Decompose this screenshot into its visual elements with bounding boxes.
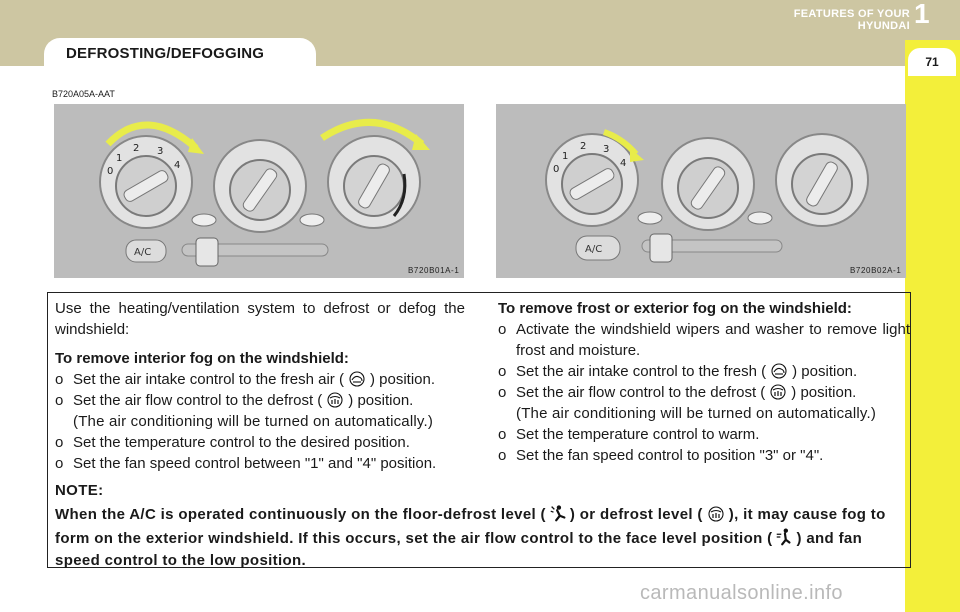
photo-code: B720B02A-1 xyxy=(850,266,902,275)
temperature-knob xyxy=(328,136,420,228)
chapter-number: 1 xyxy=(914,0,930,29)
fresh-air-icon xyxy=(346,371,368,387)
floor-defrost-icon xyxy=(548,502,568,524)
fan-number: 2 xyxy=(133,143,140,154)
fan-speed-knob xyxy=(546,134,638,226)
list-item: o Set the temperature control to the desired position. xyxy=(55,434,410,451)
fan-speed-knob xyxy=(100,136,192,228)
ac-label: A/C xyxy=(134,247,152,258)
fan-number: 3 xyxy=(157,146,164,157)
note-heading: NOTE: xyxy=(55,482,104,499)
fan-number: 1 xyxy=(116,153,123,164)
photo-code: B720B01A-1 xyxy=(408,266,460,275)
list-item: o Set the air flow control to the defrost ( ) position. (The air conditioning will be turned on automatically.) xyxy=(55,392,434,430)
defrost-icon xyxy=(324,392,346,408)
face-level-icon xyxy=(774,526,794,548)
side-tab-bar xyxy=(905,40,960,612)
climate-panel-photo-1 xyxy=(54,104,464,278)
interior-fog-heading: To remove interior fog on the windshield: xyxy=(55,350,349,367)
section-title: DEFROSTING/DEFOGGING xyxy=(66,45,265,62)
right-column xyxy=(498,298,910,466)
ac-label: A/C xyxy=(585,244,603,255)
list-item: o Set the air flow control to the defrost ( ) position. (The air conditioning will be turned on automatically.) xyxy=(498,384,877,422)
list-item: o Set the fan speed control between "1" and "4" position. xyxy=(55,455,437,472)
fan-number: 4 xyxy=(174,160,181,171)
list-item: o Set the air intake control to the fresh air ( ) position. xyxy=(55,371,436,388)
mode-knob xyxy=(662,138,754,230)
climate-panel-photo-2 xyxy=(496,104,906,278)
page-number: 71 xyxy=(908,48,956,76)
list-item: o Set the temperature control to warm. xyxy=(498,426,760,443)
list-item: o Activate the windshield wipers and washer to remove light frost and moisture. xyxy=(498,321,910,359)
fan-number: 1 xyxy=(562,151,569,162)
fresh-air-icon xyxy=(768,363,790,379)
list-item: o Set the fan speed control to position "3" or "4". xyxy=(498,447,824,464)
image-code: B720A05A-AAT xyxy=(52,89,115,99)
fan-number: 0 xyxy=(553,164,560,175)
fan-number: 0 xyxy=(107,166,114,177)
fan-number: 3 xyxy=(603,144,610,155)
defrost-icon xyxy=(767,384,789,400)
chapter-label: FEATURES OF YOUR HYUNDAI xyxy=(793,8,910,32)
intro-text: Use the heating/ventilation system to defrost or defog the windshield: xyxy=(55,300,465,338)
note-block: NOTE: When the A/C is operated continuously on the floor-defrost level ( ) or defrost level ( ), it may cause fog to form on the exterior windshield. If this occurs, set the air flow control to the face level position ( ) and fan speed control to the low position. xyxy=(55,480,907,572)
temperature-knob xyxy=(776,134,868,226)
left-column xyxy=(55,298,465,474)
exterior-fog-heading: To remove frost or exterior fog on the windshield: xyxy=(498,300,852,317)
fan-number: 4 xyxy=(620,158,627,169)
defrost-icon xyxy=(705,506,727,522)
mode-knob xyxy=(214,140,306,232)
list-item: o Set the air intake control to the fresh ( ) position. xyxy=(498,363,858,380)
fan-number: 2 xyxy=(580,141,587,152)
watermark: carmanualsonline.info xyxy=(640,582,843,604)
